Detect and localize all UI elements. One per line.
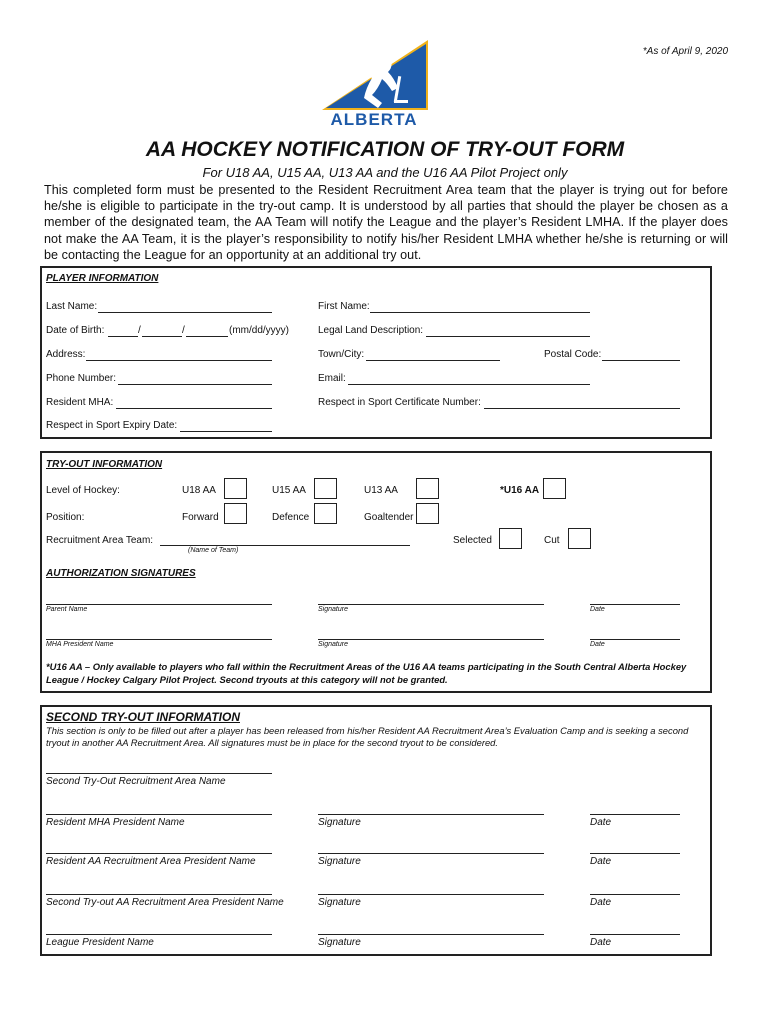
row1-date-label: Date xyxy=(590,817,612,828)
row4-name-label: League President Name xyxy=(46,937,154,948)
email-label: Email: xyxy=(318,373,346,384)
u16-note: *U16 AA – Only available to players who fall within the Recruitment Areas of the U16 AA teams participating in the South Central Alberta Hockey League / Hockey Calgary Pilot Project. Second tryouts at this category will not be granted. xyxy=(46,661,687,685)
intro-paragraph: This completed form must be presented to the Resident Recruitment Area team that the player is trying out for before he/she is eligible to participate in the try-out camp. It is understood by all parties that should the player be chosen as a member of the designated team, the AA Team will notify the League and the player’s Resident LMHA. If the player does not make the AA Team, it is the player’s responsibility to notify his/her Resident LMHA whether he/she is returning or will be contacting the League for an opportunity at an additional try out. xyxy=(44,183,728,262)
position-defence-label: Defence xyxy=(272,512,310,523)
postal-code-label: Postal Code: xyxy=(544,349,602,360)
address-label: Address: xyxy=(46,349,86,360)
row4-signature-field[interactable] xyxy=(318,934,544,935)
row3-signature-field[interactable] xyxy=(318,894,544,895)
row3-signature-label: Signature xyxy=(318,897,361,908)
row3-name-field[interactable] xyxy=(46,894,272,895)
level-u18-label: U18 AA xyxy=(182,485,216,496)
ris-expiry-label: Respect in Sport Expiry Date: xyxy=(46,420,178,431)
ris-certificate-label: Respect in Sport Certificate Number: xyxy=(318,397,481,408)
level-u13-checkbox[interactable] xyxy=(416,478,439,499)
level-label: Level of Hockey: xyxy=(46,485,120,496)
position-forward-checkbox[interactable] xyxy=(224,503,247,524)
legal-land-field[interactable] xyxy=(426,336,590,337)
level-u15-checkbox[interactable] xyxy=(314,478,337,499)
section-heading: SECOND TRY-OUT INFORMATION xyxy=(46,710,240,724)
recruitment-team-label: Recruitment Area Team: xyxy=(46,535,154,546)
row4-date-field[interactable] xyxy=(590,934,680,935)
row4-date-label: Date xyxy=(590,937,612,948)
second-tryout-section xyxy=(40,705,712,956)
level-u13-label: U13 AA xyxy=(364,485,398,496)
second-area-name-field[interactable] xyxy=(46,773,272,774)
row3-date-label: Date xyxy=(590,897,612,908)
row2-date-label: Date xyxy=(590,856,612,867)
first-name-label: First Name: xyxy=(318,301,370,312)
section-heading: PLAYER INFORMATION xyxy=(46,273,159,284)
row2-date-field[interactable] xyxy=(590,853,680,854)
cut-label: Cut xyxy=(544,535,560,546)
position-forward-label: Forward xyxy=(182,512,219,523)
dob-separator: / xyxy=(138,325,141,336)
first-name-field[interactable] xyxy=(370,312,590,313)
row1-signature-label: Signature xyxy=(318,817,361,828)
tryout-information-section xyxy=(40,451,712,693)
town-label: Town/City: xyxy=(318,349,365,360)
recruitment-team-field[interactable] xyxy=(160,545,410,546)
row1-name-label: Resident MHA President Name xyxy=(46,817,185,828)
ris-certificate-field[interactable] xyxy=(484,408,680,409)
row2-name-field[interactable] xyxy=(46,853,272,854)
row2-name-label: Resident AA Recruitment Area President Name xyxy=(46,856,256,867)
resident-mha-label: Resident MHA: xyxy=(46,397,114,408)
name-of-team-hint: (Name of Team) xyxy=(188,547,239,554)
row1-signature-field[interactable] xyxy=(318,814,544,815)
selected-checkbox[interactable] xyxy=(499,528,522,549)
dob-year-field[interactable] xyxy=(186,336,228,337)
phone-field[interactable] xyxy=(118,384,272,385)
level-u18-checkbox[interactable] xyxy=(224,478,247,499)
parent-signature-label: Signature xyxy=(318,606,348,613)
dob-label: Date of Birth: xyxy=(46,325,105,336)
row2-signature-field[interactable] xyxy=(318,853,544,854)
mha-signature-label: Signature xyxy=(318,641,348,648)
mha-date-field[interactable] xyxy=(590,639,680,640)
logo-text: ALBERTA xyxy=(330,110,418,129)
second-area-name-label: Second Try-Out Recruitment Area Name xyxy=(46,776,226,787)
parent-signature-field[interactable] xyxy=(318,604,544,605)
parent-date-label: Date xyxy=(590,606,605,613)
position-goaltender-checkbox[interactable] xyxy=(416,503,439,524)
phone-label: Phone Number: xyxy=(46,373,117,384)
ris-expiry-field[interactable] xyxy=(180,431,272,432)
address-field[interactable] xyxy=(86,360,272,361)
level-u15-label: U15 AA xyxy=(272,485,306,496)
resident-mha-field[interactable] xyxy=(116,408,272,409)
row4-name-field[interactable] xyxy=(46,934,272,935)
mha-president-field[interactable] xyxy=(46,639,272,640)
dob-format: (mm/dd/yyyy) xyxy=(229,325,289,336)
level-u16-label: *U16 AA xyxy=(500,485,540,496)
page-subtitle: For U18 AA, U15 AA, U13 AA and the U16 AA Pilot Project only xyxy=(202,165,568,180)
row3-date-field[interactable] xyxy=(590,894,680,895)
section-heading: TRY-OUT INFORMATION xyxy=(46,459,163,470)
mha-signature-field[interactable] xyxy=(318,639,544,640)
level-u16-checkbox[interactable] xyxy=(543,478,566,499)
date-note: *As of April 9, 2020 xyxy=(642,46,728,57)
second-tryout-paragraph: This section is only to be filled out after a player has been released from his/her Resident AA Recruitment Area’s Evaluation Camp and is seeking a second tryout in another AA Recruitment Area. All signatures must be in place for the second tryout to be considered. xyxy=(46,725,689,748)
row4-signature-label: Signature xyxy=(318,937,361,948)
mha-date-label: Date xyxy=(590,641,605,648)
player-information-section xyxy=(40,266,712,439)
cut-checkbox[interactable] xyxy=(568,528,591,549)
row2-signature-label: Signature xyxy=(318,856,361,867)
last-name-field[interactable] xyxy=(98,312,272,313)
email-field[interactable] xyxy=(348,384,590,385)
hockey-alberta-logo xyxy=(318,36,430,132)
legal-land-label: Legal Land Description: xyxy=(318,325,424,336)
last-name-label: Last Name: xyxy=(46,301,98,312)
selected-label: Selected xyxy=(453,535,492,546)
postal-code-field[interactable] xyxy=(602,360,680,361)
position-goaltender-label: Goaltender xyxy=(364,512,414,523)
mha-president-label: MHA President Name xyxy=(46,641,114,648)
row1-name-field[interactable] xyxy=(46,814,272,815)
row3-name-label: Second Try-out AA Recruitment Area President Name xyxy=(46,897,284,908)
dob-day-field[interactable] xyxy=(142,336,182,337)
position-label: Position: xyxy=(46,512,85,523)
parent-name-field[interactable] xyxy=(46,604,272,605)
row1-date-field[interactable] xyxy=(590,814,680,815)
parent-name-label: Parent Name xyxy=(46,606,88,613)
dob-month-field[interactable] xyxy=(108,336,138,337)
authorization-heading: AUTHORIZATION SIGNATURES xyxy=(46,568,196,579)
dob-separator: / xyxy=(182,325,185,336)
town-field[interactable] xyxy=(366,360,500,361)
page-title: AA HOCKEY NOTIFICATION OF TRY-OUT FORM xyxy=(145,138,625,161)
position-defence-checkbox[interactable] xyxy=(314,503,337,524)
parent-date-field[interactable] xyxy=(590,604,680,605)
